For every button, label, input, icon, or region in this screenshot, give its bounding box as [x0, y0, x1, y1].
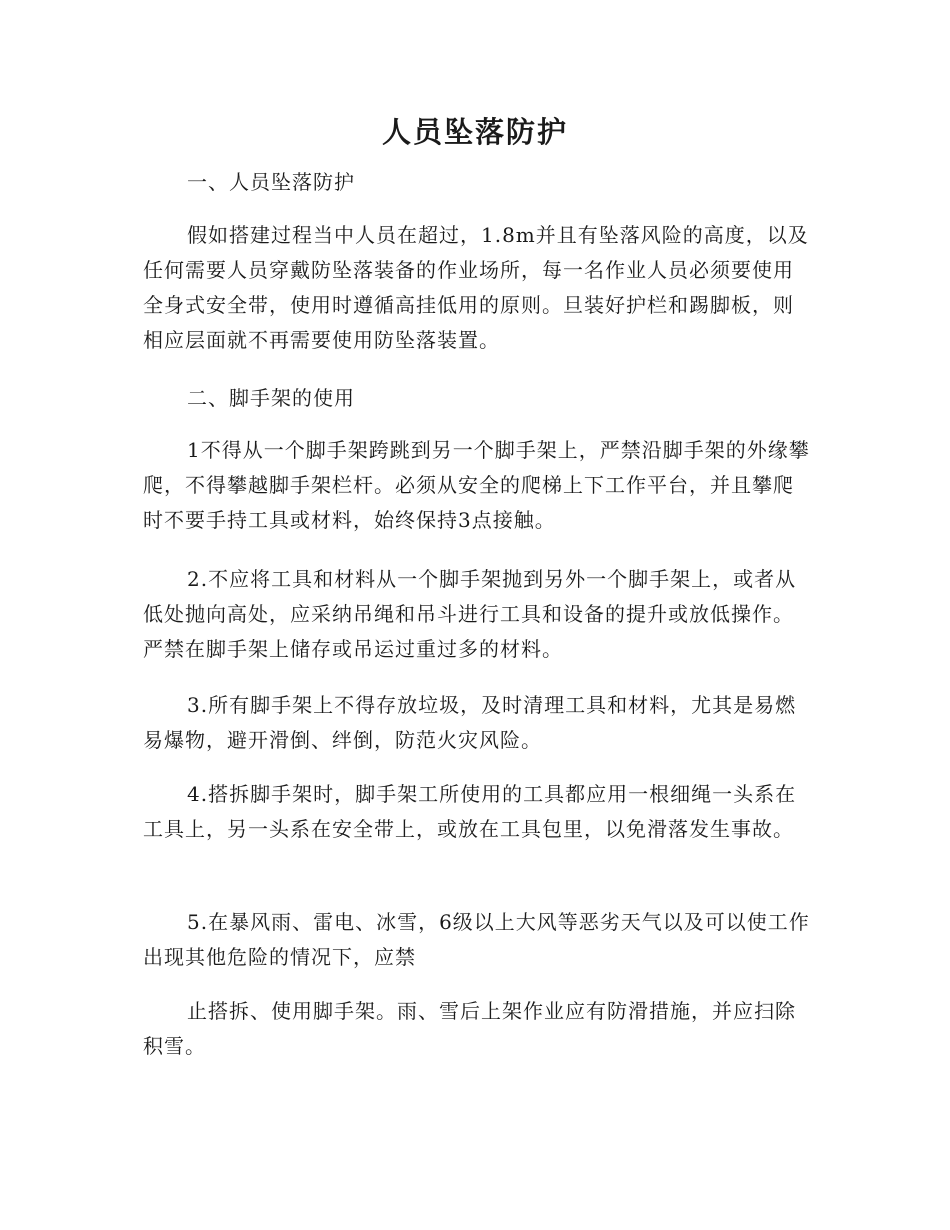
rule-item-5: 5.在暴风雨、雷电、冰雪，6级以上大风等恶劣天气以及可以使工作出现其他危险的情况下，应禁: [143, 910, 810, 969]
rule-item-2: 2.不应将工具和材料从一个脚手架抛到另外一个脚手架上，或者从低处抛向高处，应采纳吊绳和吊斗进行工具和设备的提升或放低操作。严禁在脚手架上储存或吊运过重过多的材料。: [143, 567, 797, 661]
rule-item-1: 1不得从一个脚手架跨跳到另一个脚手架上，严禁沿脚手架的外缘攀爬，不得攀越脚手架栏杆。必须从安全的爬梯上下工作平台，并且攀爬时不要手持工具或材料，始终保持3点接触。: [143, 438, 810, 532]
rule-item-4: 4.搭拆脚手架时，脚手架工所使用的工具都应用一根细绳一头系在工具上，另一头系在安全带上，或放在工具包里，以免滑落发生事故。: [143, 782, 797, 841]
rule-item-5-continued: 止搭拆、使用脚手架。雨、雪后上架作业应有防滑措施，并应扫除积雪。: [143, 999, 796, 1058]
section-heading-2: 二、脚手架的使用: [187, 386, 355, 410]
rule-item-3: 3.所有脚手架上不得存放垃圾，及时清理工具和材料，尤其是易燃易爆物，避开滑倒、绊倒，防范火灾风险。: [143, 693, 797, 752]
document-title: 人员坠落防护: [381, 115, 568, 149]
section-1-paragraph: 假如搭建过程当中人员在超过，1.8m并且有坠落风险的高度，以及任何需要人员穿戴防坠落装备的作业场所，每一名作业人员必须要使用全身式安全带，使用时遵循高挂低用的原则。旦装好护栏和踢脚板，则相应层面就不再需要使用防坠落装置。: [143, 223, 809, 352]
section-heading-1: 一、人员坠落防护: [187, 170, 355, 194]
